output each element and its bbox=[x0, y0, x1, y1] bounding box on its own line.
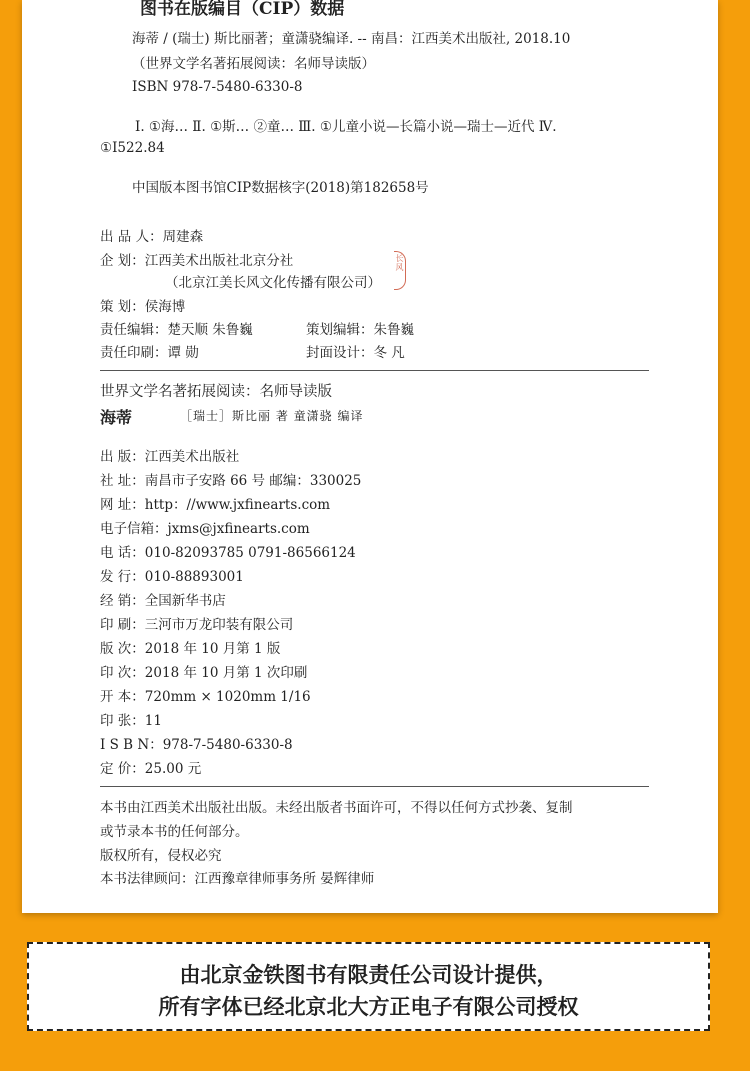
cip-title: 图书在版编目（CIP）数据 bbox=[140, 0, 345, 19]
credit-cover bbox=[306, 341, 405, 361]
cip-classification-1: Ⅰ. ①海… Ⅱ. ①斯… ②童… Ⅲ. ①儿童小说—长篇小说—瑞士—近代 Ⅳ. bbox=[135, 119, 557, 135]
credit-value: 朱鲁巍 bbox=[373, 322, 414, 338]
pub-value: 2018 年 10 月第 1 次印刷 bbox=[144, 665, 308, 681]
credit-value: 楚天顺 朱鲁巍 bbox=[167, 322, 253, 338]
credit-producer bbox=[100, 225, 203, 245]
credit-value: 周建森 bbox=[162, 229, 204, 245]
credit-label: 封面设计： bbox=[306, 345, 374, 361]
pub-row bbox=[100, 661, 307, 681]
pub-label: 经 销： bbox=[100, 593, 145, 609]
divider bbox=[100, 786, 649, 787]
cip-verify: 中国版本图书馆CIP数据核字(2018)第182658号 bbox=[132, 180, 429, 196]
pub-row bbox=[100, 445, 239, 465]
credit-label: 出 品 人： bbox=[100, 229, 163, 245]
notice-line: 或节录本书的任何部分。 bbox=[100, 824, 249, 840]
book-title: 海蒂 bbox=[100, 408, 133, 427]
series-name: 世界文学名著拓展阅读：名师导读版 bbox=[100, 384, 332, 400]
pub-value: 11 bbox=[144, 713, 162, 729]
pub-value: 010-82093785 0791-86566124 bbox=[144, 545, 356, 561]
cip-line1: 海蒂 / (瑞士) 斯比丽著；童潇骁编译. -- 南昌：江西美术出版社, 2018.10 bbox=[132, 31, 571, 47]
pub-value: 720mm × 1020mm 1/16 bbox=[144, 689, 311, 705]
credit-value: 谭 勋 bbox=[167, 345, 199, 361]
book-authors: ［瑞士］斯比丽 著 童潇骁 编译 bbox=[180, 409, 364, 423]
pub-row bbox=[100, 565, 244, 585]
pub-row bbox=[100, 733, 293, 753]
pub-value: 010-88893001 bbox=[144, 569, 244, 585]
pub-label: 开 本： bbox=[100, 689, 145, 705]
pub-row bbox=[100, 589, 226, 609]
credit-planning bbox=[100, 249, 293, 269]
credit-label: 责任印刷： bbox=[100, 345, 168, 361]
credit-value: 冬 凡 bbox=[373, 345, 405, 361]
pub-row bbox=[100, 757, 201, 777]
pub-row bbox=[100, 709, 162, 729]
notice-line: 本书法律顾问：江西豫章律师事务所 晏辉律师 bbox=[100, 871, 375, 887]
credit-value: 侯海博 bbox=[144, 299, 186, 315]
credit-label: 责任编辑： bbox=[100, 322, 168, 338]
pub-value: 江西美术出版社 bbox=[144, 449, 240, 465]
cip-classification-2: ①I522.84 bbox=[100, 140, 165, 156]
banner-line2: 所有字体已经北京北大方正电子有限公司授权 bbox=[158, 995, 579, 1019]
pub-label: 发 行： bbox=[100, 569, 145, 585]
credit-label: 企 划： bbox=[100, 253, 145, 269]
pub-label: 印 次： bbox=[100, 665, 145, 681]
pub-label: 印 刷： bbox=[100, 617, 145, 633]
pub-row bbox=[100, 541, 356, 561]
pub-value: http：//www.jxfinearts.com bbox=[144, 497, 331, 513]
pub-label: 社 址： bbox=[100, 473, 145, 489]
pub-label: 版 次： bbox=[100, 641, 145, 657]
cip-line2: （世界文学名著拓展阅读：名师导读版） bbox=[132, 56, 375, 72]
notice-line: 本书由江西美术出版社出版。未经出版者书面许可，不得以任何方式抄袭、复制 bbox=[100, 800, 573, 816]
pub-row bbox=[100, 637, 280, 657]
pub-label: 定 价： bbox=[100, 761, 145, 777]
pub-value: 南昌市子安路 66 号 邮编：330025 bbox=[144, 473, 362, 489]
pub-row bbox=[100, 493, 330, 513]
pub-row bbox=[100, 517, 310, 537]
pub-row bbox=[100, 613, 293, 633]
credit-plan2 bbox=[100, 295, 185, 315]
pub-value: jxms@jxfinearts.com bbox=[167, 521, 310, 537]
publisher-stamp: 长风 bbox=[394, 251, 406, 290]
credit-planning-2: （北京江美长风文化传播有限公司） bbox=[165, 275, 381, 291]
banner-line1: 由北京金铁图书有限责任公司设计提供， bbox=[179, 963, 558, 987]
font-license-banner bbox=[27, 942, 710, 1031]
credit-editor bbox=[100, 318, 253, 338]
pub-value: 全国新华书店 bbox=[144, 593, 226, 609]
credit-label: 策划编辑： bbox=[306, 322, 374, 338]
credit-label: 策 划： bbox=[100, 299, 145, 315]
divider bbox=[100, 370, 649, 371]
pub-value: 978-7-5480-6330-8 bbox=[162, 737, 293, 753]
pub-label: 印 张： bbox=[100, 713, 145, 729]
cip-isbn: ISBN 978-7-5480-6330-8 bbox=[132, 79, 303, 95]
pub-row bbox=[100, 685, 311, 705]
pub-label: 出 版： bbox=[100, 449, 145, 465]
pub-label: I S B N： bbox=[100, 737, 163, 753]
pub-label: 网 址： bbox=[100, 497, 145, 513]
credit-value: 江西美术出版社北京分社 bbox=[144, 253, 294, 269]
pub-value: 25.00 元 bbox=[144, 761, 202, 777]
pub-label: 电子信箱： bbox=[100, 521, 168, 537]
notice-line: 版权所有，侵权必究 bbox=[100, 848, 222, 864]
pub-label: 电 话： bbox=[100, 545, 145, 561]
pub-value: 三河市万龙印装有限公司 bbox=[144, 617, 294, 633]
pub-value: 2018 年 10 月第 1 版 bbox=[144, 641, 281, 657]
credit-print bbox=[100, 341, 199, 361]
credit-planning-editor bbox=[306, 318, 414, 338]
pub-row bbox=[100, 469, 361, 489]
